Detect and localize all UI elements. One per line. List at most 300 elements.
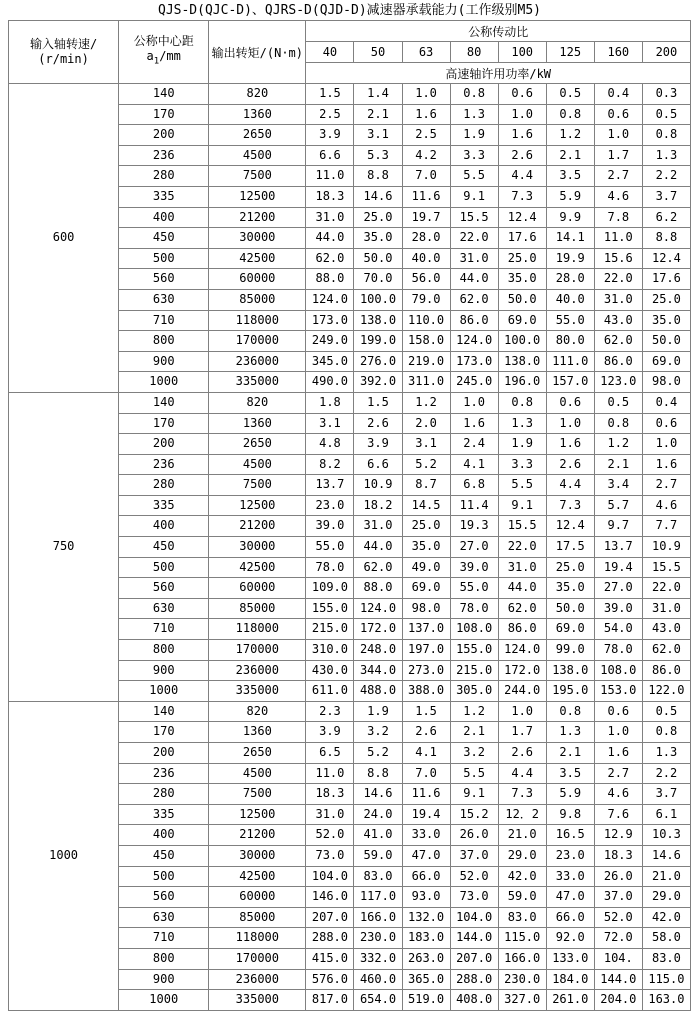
power-cell: 62.0 bbox=[450, 289, 498, 310]
power-cell: 9.1 bbox=[450, 784, 498, 805]
power-cell: 173.0 bbox=[450, 351, 498, 372]
power-cell: 5.5 bbox=[450, 763, 498, 784]
power-cell: 28.0 bbox=[546, 269, 594, 290]
output-torque-cell: 820 bbox=[209, 84, 306, 105]
power-cell: 183.0 bbox=[402, 928, 450, 949]
power-cell: 155.0 bbox=[450, 640, 498, 661]
input-speed-cell: 600 bbox=[9, 84, 119, 393]
power-cell: 344.0 bbox=[354, 660, 402, 681]
center-distance-cell: 630 bbox=[119, 598, 209, 619]
power-cell: 138.0 bbox=[498, 351, 546, 372]
power-cell: 13.7 bbox=[594, 537, 642, 558]
power-cell: 249.0 bbox=[306, 331, 354, 352]
center-distance-cell: 236 bbox=[119, 763, 209, 784]
power-cell: 166.0 bbox=[354, 907, 402, 928]
power-cell: 195.0 bbox=[546, 681, 594, 702]
output-torque-cell: 85000 bbox=[209, 289, 306, 310]
power-cell: 115.0 bbox=[642, 969, 690, 990]
center-distance-cell: 236 bbox=[119, 454, 209, 475]
power-cell: 133.0 bbox=[546, 948, 594, 969]
power-cell: 69.0 bbox=[642, 351, 690, 372]
power-cell: 14.5 bbox=[402, 495, 450, 516]
power-cell: 86.0 bbox=[450, 310, 498, 331]
power-cell: 62.0 bbox=[594, 331, 642, 352]
power-cell: 17.6 bbox=[642, 269, 690, 290]
power-cell: 7.8 bbox=[594, 207, 642, 228]
power-cell: 88.0 bbox=[354, 578, 402, 599]
power-cell: 124.0 bbox=[498, 640, 546, 661]
power-cell: 55.0 bbox=[450, 578, 498, 599]
power-cell: 3.9 bbox=[354, 434, 402, 455]
power-cell: 86.0 bbox=[594, 351, 642, 372]
power-cell: 59.0 bbox=[498, 887, 546, 908]
power-cell: 0.8 bbox=[498, 392, 546, 413]
output-torque-cell: 85000 bbox=[209, 598, 306, 619]
ratio-header-63: 63 bbox=[402, 42, 450, 63]
power-cell: 43.0 bbox=[594, 310, 642, 331]
center-distance-cell: 400 bbox=[119, 516, 209, 537]
power-cell: 49.0 bbox=[402, 557, 450, 578]
power-cell: 18.3 bbox=[306, 784, 354, 805]
output-torque-cell: 2650 bbox=[209, 743, 306, 764]
power-cell: 83.0 bbox=[498, 907, 546, 928]
center-distance-unit: /mm bbox=[159, 49, 181, 64]
center-distance-cell: 400 bbox=[119, 207, 209, 228]
output-torque-cell: 42500 bbox=[209, 866, 306, 887]
center-distance-cell: 200 bbox=[119, 743, 209, 764]
power-cell: 50.0 bbox=[642, 331, 690, 352]
power-cell: 1.0 bbox=[546, 413, 594, 434]
output-torque-cell: 170000 bbox=[209, 948, 306, 969]
output-torque-cell: 170000 bbox=[209, 331, 306, 352]
power-cell: 2.1 bbox=[546, 743, 594, 764]
power-cell: 111.0 bbox=[546, 351, 594, 372]
ratio-header-125: 125 bbox=[546, 42, 594, 63]
power-cell: 52.0 bbox=[306, 825, 354, 846]
power-cell: 4.4 bbox=[498, 166, 546, 187]
power-cell: 1.5 bbox=[354, 392, 402, 413]
power-cell: 132.0 bbox=[402, 907, 450, 928]
power-cell: 6.1 bbox=[642, 804, 690, 825]
output-torque-cell: 335000 bbox=[209, 990, 306, 1011]
ratio-header-160: 160 bbox=[594, 42, 642, 63]
power-cell: 1.2 bbox=[450, 701, 498, 722]
power-cell: 15.5 bbox=[642, 557, 690, 578]
power-cell: 1.9 bbox=[354, 701, 402, 722]
power-cell: 11.4 bbox=[450, 495, 498, 516]
center-distance-cell: 710 bbox=[119, 928, 209, 949]
power-cell: 52.0 bbox=[450, 866, 498, 887]
table-body bbox=[9, 84, 691, 1011]
power-cell: 611.0 bbox=[306, 681, 354, 702]
power-cell: 69.0 bbox=[546, 619, 594, 640]
power-cell: 124.0 bbox=[354, 598, 402, 619]
power-cell: 1.5 bbox=[306, 84, 354, 105]
power-cell: 66.0 bbox=[546, 907, 594, 928]
power-cell: 39.0 bbox=[450, 557, 498, 578]
power-cell: 5.2 bbox=[402, 454, 450, 475]
capacity-table bbox=[8, 20, 691, 1011]
power-cell: 1.0 bbox=[594, 722, 642, 743]
center-distance-cell: 335 bbox=[119, 186, 209, 207]
power-cell: 276.0 bbox=[354, 351, 402, 372]
power-cell: 50.0 bbox=[546, 598, 594, 619]
center-distance-cell: 170 bbox=[119, 413, 209, 434]
power-cell: 66.0 bbox=[402, 866, 450, 887]
center-distance-cell: 200 bbox=[119, 125, 209, 146]
power-cell: 1.9 bbox=[450, 125, 498, 146]
power-cell: 50.0 bbox=[498, 289, 546, 310]
output-torque-cell: 12500 bbox=[209, 495, 306, 516]
power-cell: 0.8 bbox=[642, 722, 690, 743]
center-distance-cell: 630 bbox=[119, 907, 209, 928]
power-cell: 5.9 bbox=[546, 784, 594, 805]
power-cell: 78.0 bbox=[594, 640, 642, 661]
power-cell: 0.8 bbox=[546, 701, 594, 722]
power-cell: 173.0 bbox=[306, 310, 354, 331]
power-cell: 204.0 bbox=[594, 990, 642, 1011]
power-cell: 19.7 bbox=[402, 207, 450, 228]
power-cell: 104.0 bbox=[306, 866, 354, 887]
center-distance-cell: 170 bbox=[119, 722, 209, 743]
power-cell: 1.4 bbox=[354, 84, 402, 105]
power-cell: 93.0 bbox=[402, 887, 450, 908]
power-cell: 2.6 bbox=[354, 413, 402, 434]
power-cell: 25.0 bbox=[546, 557, 594, 578]
power-cell: 3.4 bbox=[594, 475, 642, 496]
center-distance-cell: 800 bbox=[119, 948, 209, 969]
output-torque-cell: 21200 bbox=[209, 207, 306, 228]
page-title: QJS-D(QJC-D)、QJRS-D(QJD-D)减速器承载能力(工作级别M5) bbox=[158, 3, 541, 18]
power-cell: 2.4 bbox=[450, 434, 498, 455]
power-cell: 0.8 bbox=[594, 413, 642, 434]
power-cell: 124.0 bbox=[450, 331, 498, 352]
power-cell: 184.0 bbox=[546, 969, 594, 990]
power-cell: 0.5 bbox=[642, 104, 690, 125]
output-torque-cell: 2650 bbox=[209, 434, 306, 455]
power-cell: 3.7 bbox=[642, 784, 690, 805]
power-cell: 6.6 bbox=[306, 145, 354, 166]
power-cell: 1.6 bbox=[594, 743, 642, 764]
center-distance-cell: 280 bbox=[119, 475, 209, 496]
power-cell: 25.0 bbox=[402, 516, 450, 537]
power-cell: 19.3 bbox=[450, 516, 498, 537]
power-cell: 42.0 bbox=[498, 866, 546, 887]
power-cell: 1.2 bbox=[594, 434, 642, 455]
power-cell: 19.4 bbox=[594, 557, 642, 578]
center-distance-cell: 800 bbox=[119, 331, 209, 352]
power-cell: 2.1 bbox=[354, 104, 402, 125]
output-torque-cell: 4500 bbox=[209, 145, 306, 166]
power-cell: 5.3 bbox=[354, 145, 402, 166]
power-cell: 654.0 bbox=[354, 990, 402, 1011]
power-cell: 2.1 bbox=[450, 722, 498, 743]
power-cell: 2.6 bbox=[402, 722, 450, 743]
power-cell: 62.0 bbox=[354, 557, 402, 578]
center-distance-cell: 236 bbox=[119, 145, 209, 166]
power-cell: 22.0 bbox=[594, 269, 642, 290]
power-cell: 99.0 bbox=[546, 640, 594, 661]
output-torque-cell: 2650 bbox=[209, 125, 306, 146]
power-cell: 55.0 bbox=[546, 310, 594, 331]
power-cell: 62.0 bbox=[306, 248, 354, 269]
table-row bbox=[9, 701, 691, 722]
power-cell: 39.0 bbox=[594, 598, 642, 619]
power-cell: 3.1 bbox=[306, 413, 354, 434]
power-cell: 25.0 bbox=[642, 289, 690, 310]
header-center-distance-line1: 公称中心距 bbox=[133, 34, 194, 49]
power-cell: 172.0 bbox=[354, 619, 402, 640]
power-cell: 18.3 bbox=[594, 845, 642, 866]
power-cell: 110.0 bbox=[402, 310, 450, 331]
power-cell: 5.7 bbox=[594, 495, 642, 516]
center-distance-cell: 900 bbox=[119, 351, 209, 372]
output-torque-cell: 170000 bbox=[209, 640, 306, 661]
output-torque-cell: 21200 bbox=[209, 825, 306, 846]
power-cell: 4.1 bbox=[402, 743, 450, 764]
power-cell: 2.2 bbox=[642, 763, 690, 784]
center-distance-cell: 560 bbox=[119, 578, 209, 599]
power-cell: 104.0 bbox=[450, 907, 498, 928]
power-cell: 35.0 bbox=[642, 310, 690, 331]
power-cell: 9.1 bbox=[498, 495, 546, 516]
header-input-speed-line2: (r/min) bbox=[38, 52, 89, 66]
power-cell: 78.0 bbox=[450, 598, 498, 619]
power-cell: 0.6 bbox=[594, 104, 642, 125]
power-cell: 52.0 bbox=[594, 907, 642, 928]
power-cell: 2.0 bbox=[402, 413, 450, 434]
power-cell: 273.0 bbox=[402, 660, 450, 681]
power-cell: 31.0 bbox=[306, 804, 354, 825]
power-cell: 2.7 bbox=[594, 166, 642, 187]
center-distance-cell: 800 bbox=[119, 640, 209, 661]
power-cell: 31.0 bbox=[450, 248, 498, 269]
power-cell: 327.0 bbox=[498, 990, 546, 1011]
power-cell: 18.3 bbox=[306, 186, 354, 207]
power-cell: 5.9 bbox=[546, 186, 594, 207]
power-cell: 69.0 bbox=[402, 578, 450, 599]
power-cell: 9.1 bbox=[450, 186, 498, 207]
power-cell: 576.0 bbox=[306, 969, 354, 990]
power-cell: 23.0 bbox=[306, 495, 354, 516]
power-cell: 207.0 bbox=[306, 907, 354, 928]
power-cell: 14.1 bbox=[546, 228, 594, 249]
power-cell: 817.0 bbox=[306, 990, 354, 1011]
power-cell: 11.0 bbox=[306, 763, 354, 784]
power-cell: 0.3 bbox=[642, 84, 690, 105]
power-cell: 35.0 bbox=[402, 537, 450, 558]
power-cell: 4.1 bbox=[450, 454, 498, 475]
power-cell: 4.6 bbox=[642, 495, 690, 516]
power-cell: 3.9 bbox=[306, 722, 354, 743]
power-cell: 9.8 bbox=[546, 804, 594, 825]
power-cell: 7.0 bbox=[402, 763, 450, 784]
power-cell: 27.0 bbox=[450, 537, 498, 558]
output-torque-cell: 30000 bbox=[209, 537, 306, 558]
power-cell: 6.6 bbox=[354, 454, 402, 475]
output-torque-cell: 60000 bbox=[209, 887, 306, 908]
power-cell: 100.0 bbox=[354, 289, 402, 310]
power-cell: 15.5 bbox=[450, 207, 498, 228]
power-cell: 2.1 bbox=[546, 145, 594, 166]
power-cell: 92.0 bbox=[546, 928, 594, 949]
power-cell: 10.3 bbox=[642, 825, 690, 846]
output-torque-cell: 7500 bbox=[209, 166, 306, 187]
power-cell: 21.0 bbox=[498, 825, 546, 846]
power-cell: 519.0 bbox=[402, 990, 450, 1011]
power-cell: 104. bbox=[594, 948, 642, 969]
power-cell: 47.0 bbox=[402, 845, 450, 866]
power-cell: 488.0 bbox=[354, 681, 402, 702]
power-cell: 40.0 bbox=[546, 289, 594, 310]
power-cell: 3.1 bbox=[354, 125, 402, 146]
output-torque-cell: 60000 bbox=[209, 269, 306, 290]
output-torque-cell: 118000 bbox=[209, 310, 306, 331]
center-distance-cell: 140 bbox=[119, 84, 209, 105]
power-cell: 21.0 bbox=[642, 866, 690, 887]
power-cell: 8.7 bbox=[402, 475, 450, 496]
power-cell: 215.0 bbox=[450, 660, 498, 681]
power-cell: 3.3 bbox=[498, 454, 546, 475]
output-torque-cell: 60000 bbox=[209, 578, 306, 599]
power-cell: 15.6 bbox=[594, 248, 642, 269]
power-cell: 490.0 bbox=[306, 372, 354, 393]
ratio-header-100: 100 bbox=[498, 42, 546, 63]
power-cell: 56.0 bbox=[402, 269, 450, 290]
power-cell: 35.0 bbox=[354, 228, 402, 249]
power-cell: 2.5 bbox=[306, 104, 354, 125]
power-cell: 1.2 bbox=[402, 392, 450, 413]
power-cell: 2.6 bbox=[546, 454, 594, 475]
power-cell: 31.0 bbox=[498, 557, 546, 578]
power-cell: 197.0 bbox=[402, 640, 450, 661]
header-input-speed bbox=[9, 21, 119, 84]
power-cell: 158.0 bbox=[402, 331, 450, 352]
output-torque-cell: 335000 bbox=[209, 681, 306, 702]
power-cell: 1.6 bbox=[546, 434, 594, 455]
power-cell: 1.3 bbox=[642, 145, 690, 166]
power-cell: 0.5 bbox=[642, 701, 690, 722]
power-cell: 14.6 bbox=[642, 845, 690, 866]
power-cell: 31.0 bbox=[354, 516, 402, 537]
power-cell: 219.0 bbox=[402, 351, 450, 372]
power-cell: 11.0 bbox=[594, 228, 642, 249]
power-cell: 1.8 bbox=[306, 392, 354, 413]
input-speed-cell: 1000 bbox=[9, 701, 119, 1010]
power-cell: 1.0 bbox=[498, 104, 546, 125]
power-cell: 83.0 bbox=[642, 948, 690, 969]
power-cell: 78.0 bbox=[306, 557, 354, 578]
power-cell: 1.7 bbox=[498, 722, 546, 743]
power-cell: 0.5 bbox=[546, 84, 594, 105]
output-torque-cell: 236000 bbox=[209, 351, 306, 372]
power-cell: 415.0 bbox=[306, 948, 354, 969]
power-cell: 230.0 bbox=[498, 969, 546, 990]
output-torque-cell: 42500 bbox=[209, 557, 306, 578]
power-cell: 305.0 bbox=[450, 681, 498, 702]
power-cell: 108.0 bbox=[594, 660, 642, 681]
power-cell: 88.0 bbox=[306, 269, 354, 290]
power-cell: 7.6 bbox=[594, 804, 642, 825]
power-cell: 3.7 bbox=[642, 186, 690, 207]
power-cell: 122.0 bbox=[642, 681, 690, 702]
output-torque-cell: 30000 bbox=[209, 228, 306, 249]
power-cell: 11.6 bbox=[402, 784, 450, 805]
power-cell: 109.0 bbox=[306, 578, 354, 599]
power-cell: 11.6 bbox=[402, 186, 450, 207]
power-cell: 4.4 bbox=[546, 475, 594, 496]
power-cell: 460.0 bbox=[354, 969, 402, 990]
power-cell: 98.0 bbox=[642, 372, 690, 393]
power-cell: 54.0 bbox=[594, 619, 642, 640]
power-cell: 62.0 bbox=[642, 640, 690, 661]
power-cell: 144.0 bbox=[450, 928, 498, 949]
power-cell: 5.5 bbox=[498, 475, 546, 496]
power-cell: 7.3 bbox=[498, 186, 546, 207]
power-cell: 244.0 bbox=[498, 681, 546, 702]
power-cell: 5.2 bbox=[354, 743, 402, 764]
power-cell: 2.3 bbox=[306, 701, 354, 722]
center-distance-cell: 900 bbox=[119, 660, 209, 681]
output-torque-cell: 236000 bbox=[209, 969, 306, 990]
center-distance-cell: 170 bbox=[119, 104, 209, 125]
power-cell: 86.0 bbox=[498, 619, 546, 640]
center-distance-cell: 500 bbox=[119, 866, 209, 887]
power-cell: 73.0 bbox=[306, 845, 354, 866]
power-cell: 0.5 bbox=[594, 392, 642, 413]
power-cell: 2.1 bbox=[594, 454, 642, 475]
power-cell: 1.0 bbox=[594, 125, 642, 146]
power-cell: 44.0 bbox=[306, 228, 354, 249]
power-cell: 4.2 bbox=[402, 145, 450, 166]
power-cell: 44.0 bbox=[450, 269, 498, 290]
center-distance-cell: 500 bbox=[119, 248, 209, 269]
power-cell: 144.0 bbox=[594, 969, 642, 990]
power-cell: 83.0 bbox=[354, 866, 402, 887]
power-cell: 1.6 bbox=[498, 125, 546, 146]
power-cell: 98.0 bbox=[402, 598, 450, 619]
power-cell: 1.7 bbox=[594, 145, 642, 166]
center-distance-cell: 1000 bbox=[119, 681, 209, 702]
power-cell: 0.8 bbox=[546, 104, 594, 125]
power-cell: 31.0 bbox=[306, 207, 354, 228]
power-cell: 8.8 bbox=[354, 166, 402, 187]
center-distance-cell: 500 bbox=[119, 557, 209, 578]
power-cell: 22.0 bbox=[498, 537, 546, 558]
power-cell: 73.0 bbox=[450, 887, 498, 908]
power-cell: 12．2 bbox=[498, 804, 546, 825]
power-cell: 9.7 bbox=[594, 516, 642, 537]
power-cell: 3.2 bbox=[450, 743, 498, 764]
header-ratio-group: 公称传动比 bbox=[306, 21, 691, 42]
center-distance-cell: 335 bbox=[119, 495, 209, 516]
center-distance-cell: 560 bbox=[119, 269, 209, 290]
power-cell: 6.5 bbox=[306, 743, 354, 764]
power-cell: 8.2 bbox=[306, 454, 354, 475]
ratio-header-200: 200 bbox=[642, 42, 690, 63]
power-cell: 6.2 bbox=[642, 207, 690, 228]
power-cell: 47.0 bbox=[546, 887, 594, 908]
power-cell: 8.8 bbox=[354, 763, 402, 784]
power-cell: 3.2 bbox=[354, 722, 402, 743]
power-cell: 4.8 bbox=[306, 434, 354, 455]
power-cell: 44.0 bbox=[498, 578, 546, 599]
power-cell: 1.5 bbox=[402, 701, 450, 722]
power-cell: 345.0 bbox=[306, 351, 354, 372]
power-cell: 1.6 bbox=[450, 413, 498, 434]
power-cell: 0.6 bbox=[642, 413, 690, 434]
table-row bbox=[9, 392, 691, 413]
